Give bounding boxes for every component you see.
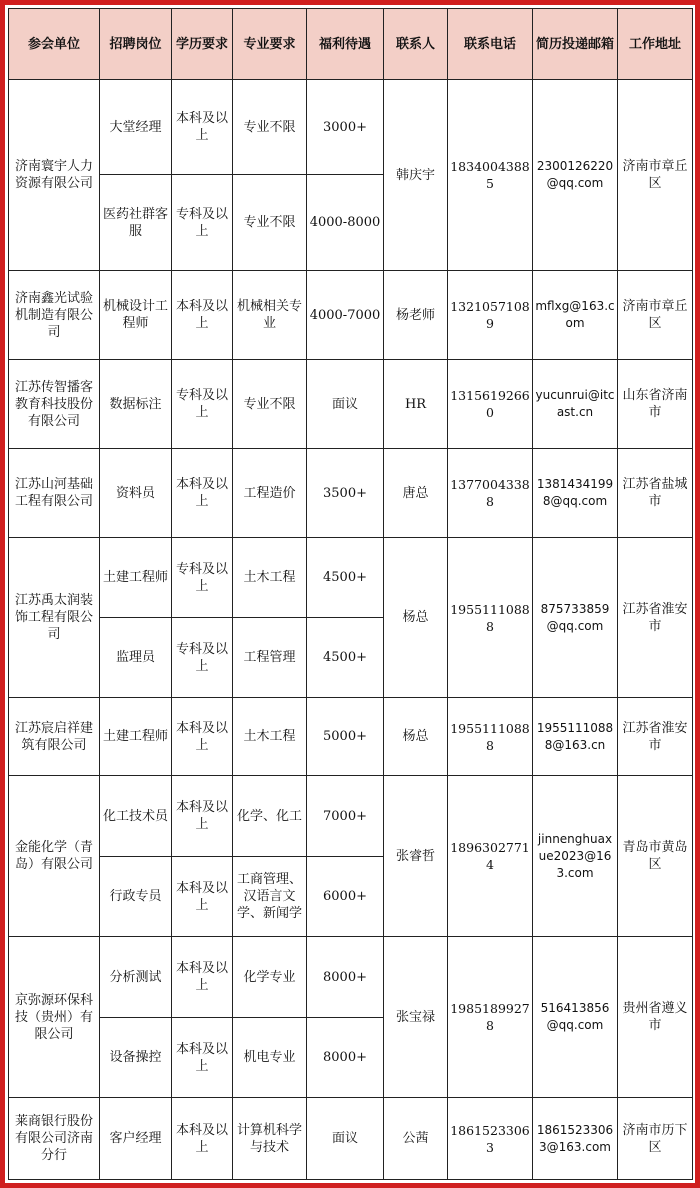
table-row — [9, 538, 693, 618]
resume-email: jinnenghuaxue2023@163.com — [533, 776, 618, 937]
contact-phone: 18340043885 — [448, 80, 533, 271]
contact-phone: 19851899278 — [448, 937, 533, 1098]
position-education: 本科及以上 — [172, 271, 233, 360]
position-salary: 6000+ — [307, 857, 384, 937]
position-title: 监理员 — [100, 618, 172, 698]
position-major: 工程管理 — [233, 618, 307, 698]
resume-email: 19551110888@163.cn — [533, 698, 618, 776]
table-row — [9, 698, 693, 776]
position-major: 工商管理、汉语言文学、新闻学 — [233, 857, 307, 937]
position-title: 大堂经理 — [100, 80, 172, 175]
position-major: 化学、化工 — [233, 776, 307, 857]
contact-person: 公茜 — [384, 1098, 448, 1180]
position-major: 专业不限 — [233, 360, 307, 449]
position-salary: 面议 — [307, 1098, 384, 1180]
position-education: 本科及以上 — [172, 776, 233, 857]
company-name: 江苏禹太润装饰工程有限公司 — [9, 538, 100, 698]
table-row — [9, 937, 693, 1018]
company-name: 江苏山河基础工程有限公司 — [9, 449, 100, 538]
position-education: 专科及以上 — [172, 538, 233, 618]
contact-person: 杨老师 — [384, 271, 448, 360]
contact-person: HR — [384, 360, 448, 449]
table-row — [9, 271, 693, 360]
position-major: 专业不限 — [233, 175, 307, 271]
position-major: 专业不限 — [233, 80, 307, 175]
resume-email: 875733859@qq.com — [533, 538, 618, 698]
contact-person: 杨总 — [384, 698, 448, 776]
position-salary: 4000-7000 — [307, 271, 384, 360]
header-major: 专业要求 — [233, 9, 307, 80]
position-major: 机械相关专业 — [233, 271, 307, 360]
company-name: 江苏宸启祥建筑有限公司 — [9, 698, 100, 776]
position-title: 土建工程师 — [100, 538, 172, 618]
contact-phone: 18615233063 — [448, 1098, 533, 1180]
work-address: 济南市历下区 — [618, 1098, 693, 1180]
position-title: 资料员 — [100, 449, 172, 538]
position-salary: 面议 — [307, 360, 384, 449]
position-salary: 4500+ — [307, 618, 384, 698]
position-major: 土木工程 — [233, 538, 307, 618]
header-row — [9, 9, 693, 80]
position-title: 客户经理 — [100, 1098, 172, 1180]
work-address: 江苏省淮安市 — [618, 538, 693, 698]
position-major: 计算机科学与技术 — [233, 1098, 307, 1180]
position-salary: 7000+ — [307, 776, 384, 857]
company-name: 莱商银行股份有限公司济南分行 — [9, 1098, 100, 1180]
position-salary: 4000-8000 — [307, 175, 384, 271]
contact-phone: 13210571089 — [448, 271, 533, 360]
company-name: 济南寰宇人力资源有限公司 — [9, 80, 100, 271]
position-salary: 3500+ — [307, 449, 384, 538]
work-address: 青岛市黄岛区 — [618, 776, 693, 937]
position-salary: 5000+ — [307, 698, 384, 776]
resume-email: 13814341998@qq.com — [533, 449, 618, 538]
position-education: 本科及以上 — [172, 937, 233, 1018]
company-name: 金能化学（青岛）有限公司 — [9, 776, 100, 937]
contact-person: 张宝禄 — [384, 937, 448, 1098]
contact-person: 唐总 — [384, 449, 448, 538]
header-email: 简历投递邮箱 — [533, 9, 618, 80]
position-salary: 3000+ — [307, 80, 384, 175]
position-salary: 8000+ — [307, 937, 384, 1018]
header-address: 工作地址 — [618, 9, 693, 80]
position-education: 专科及以上 — [172, 618, 233, 698]
resume-email: mflxg@163.com — [533, 271, 618, 360]
company-name: 江苏传智播客教育科技股份有限公司 — [9, 360, 100, 449]
table-row — [9, 776, 693, 857]
position-title: 化工技术员 — [100, 776, 172, 857]
position-salary: 8000+ — [307, 1018, 384, 1098]
table-row — [9, 360, 693, 449]
contact-phone: 13156192660 — [448, 360, 533, 449]
page-frame — [5, 5, 695, 1183]
header-phone: 联系电话 — [448, 9, 533, 80]
position-major: 机电专业 — [233, 1018, 307, 1098]
work-address: 济南市章丘区 — [618, 80, 693, 271]
contact-phone: 19551110888 — [448, 698, 533, 776]
position-education: 本科及以上 — [172, 80, 233, 175]
position-title: 分析测试 — [100, 937, 172, 1018]
position-education: 本科及以上 — [172, 698, 233, 776]
job-table — [8, 8, 693, 1180]
resume-email: 18615233063@163.com — [533, 1098, 618, 1180]
position-education: 本科及以上 — [172, 857, 233, 937]
position-title: 医药社群客服 — [100, 175, 172, 271]
position-major: 化学专业 — [233, 937, 307, 1018]
position-title: 行政专员 — [100, 857, 172, 937]
contact-person: 张睿哲 — [384, 776, 448, 937]
header-company: 参会单位 — [9, 9, 100, 80]
position-major: 土木工程 — [233, 698, 307, 776]
work-address: 贵州省遵义市 — [618, 937, 693, 1098]
table-row — [9, 80, 693, 175]
position-title: 土建工程师 — [100, 698, 172, 776]
resume-email: 516413856@qq.com — [533, 937, 618, 1098]
header-salary: 福利待遇 — [307, 9, 384, 80]
position-education: 本科及以上 — [172, 1098, 233, 1180]
header-position: 招聘岗位 — [100, 9, 172, 80]
header-education: 学历要求 — [172, 9, 233, 80]
contact-phone: 13770043388 — [448, 449, 533, 538]
contact-person: 韩庆宇 — [384, 80, 448, 271]
work-address: 山东省济南市 — [618, 360, 693, 449]
position-title: 设备操控 — [100, 1018, 172, 1098]
position-salary: 4500+ — [307, 538, 384, 618]
resume-email: yucunrui@itcast.cn — [533, 360, 618, 449]
position-education: 专科及以上 — [172, 360, 233, 449]
position-education: 本科及以上 — [172, 449, 233, 538]
contact-person: 杨总 — [384, 538, 448, 698]
resume-email: 2300126220@qq.com — [533, 80, 618, 271]
table-body — [9, 80, 693, 1180]
contact-phone: 19551110888 — [448, 538, 533, 698]
header-contact: 联系人 — [384, 9, 448, 80]
company-name: 济南鑫光试验机制造有限公司 — [9, 271, 100, 360]
position-title: 机械设计工程师 — [100, 271, 172, 360]
work-address: 江苏省淮安市 — [618, 698, 693, 776]
company-name: 京弥源环保科技（贵州）有限公司 — [9, 937, 100, 1098]
work-address: 江苏省盐城市 — [618, 449, 693, 538]
contact-phone: 18963027714 — [448, 776, 533, 937]
position-education: 本科及以上 — [172, 1018, 233, 1098]
work-address: 济南市章丘区 — [618, 271, 693, 360]
position-education: 专科及以上 — [172, 175, 233, 271]
table-row — [9, 1098, 693, 1180]
table-row — [9, 449, 693, 538]
position-title: 数据标注 — [100, 360, 172, 449]
position-major: 工程造价 — [233, 449, 307, 538]
